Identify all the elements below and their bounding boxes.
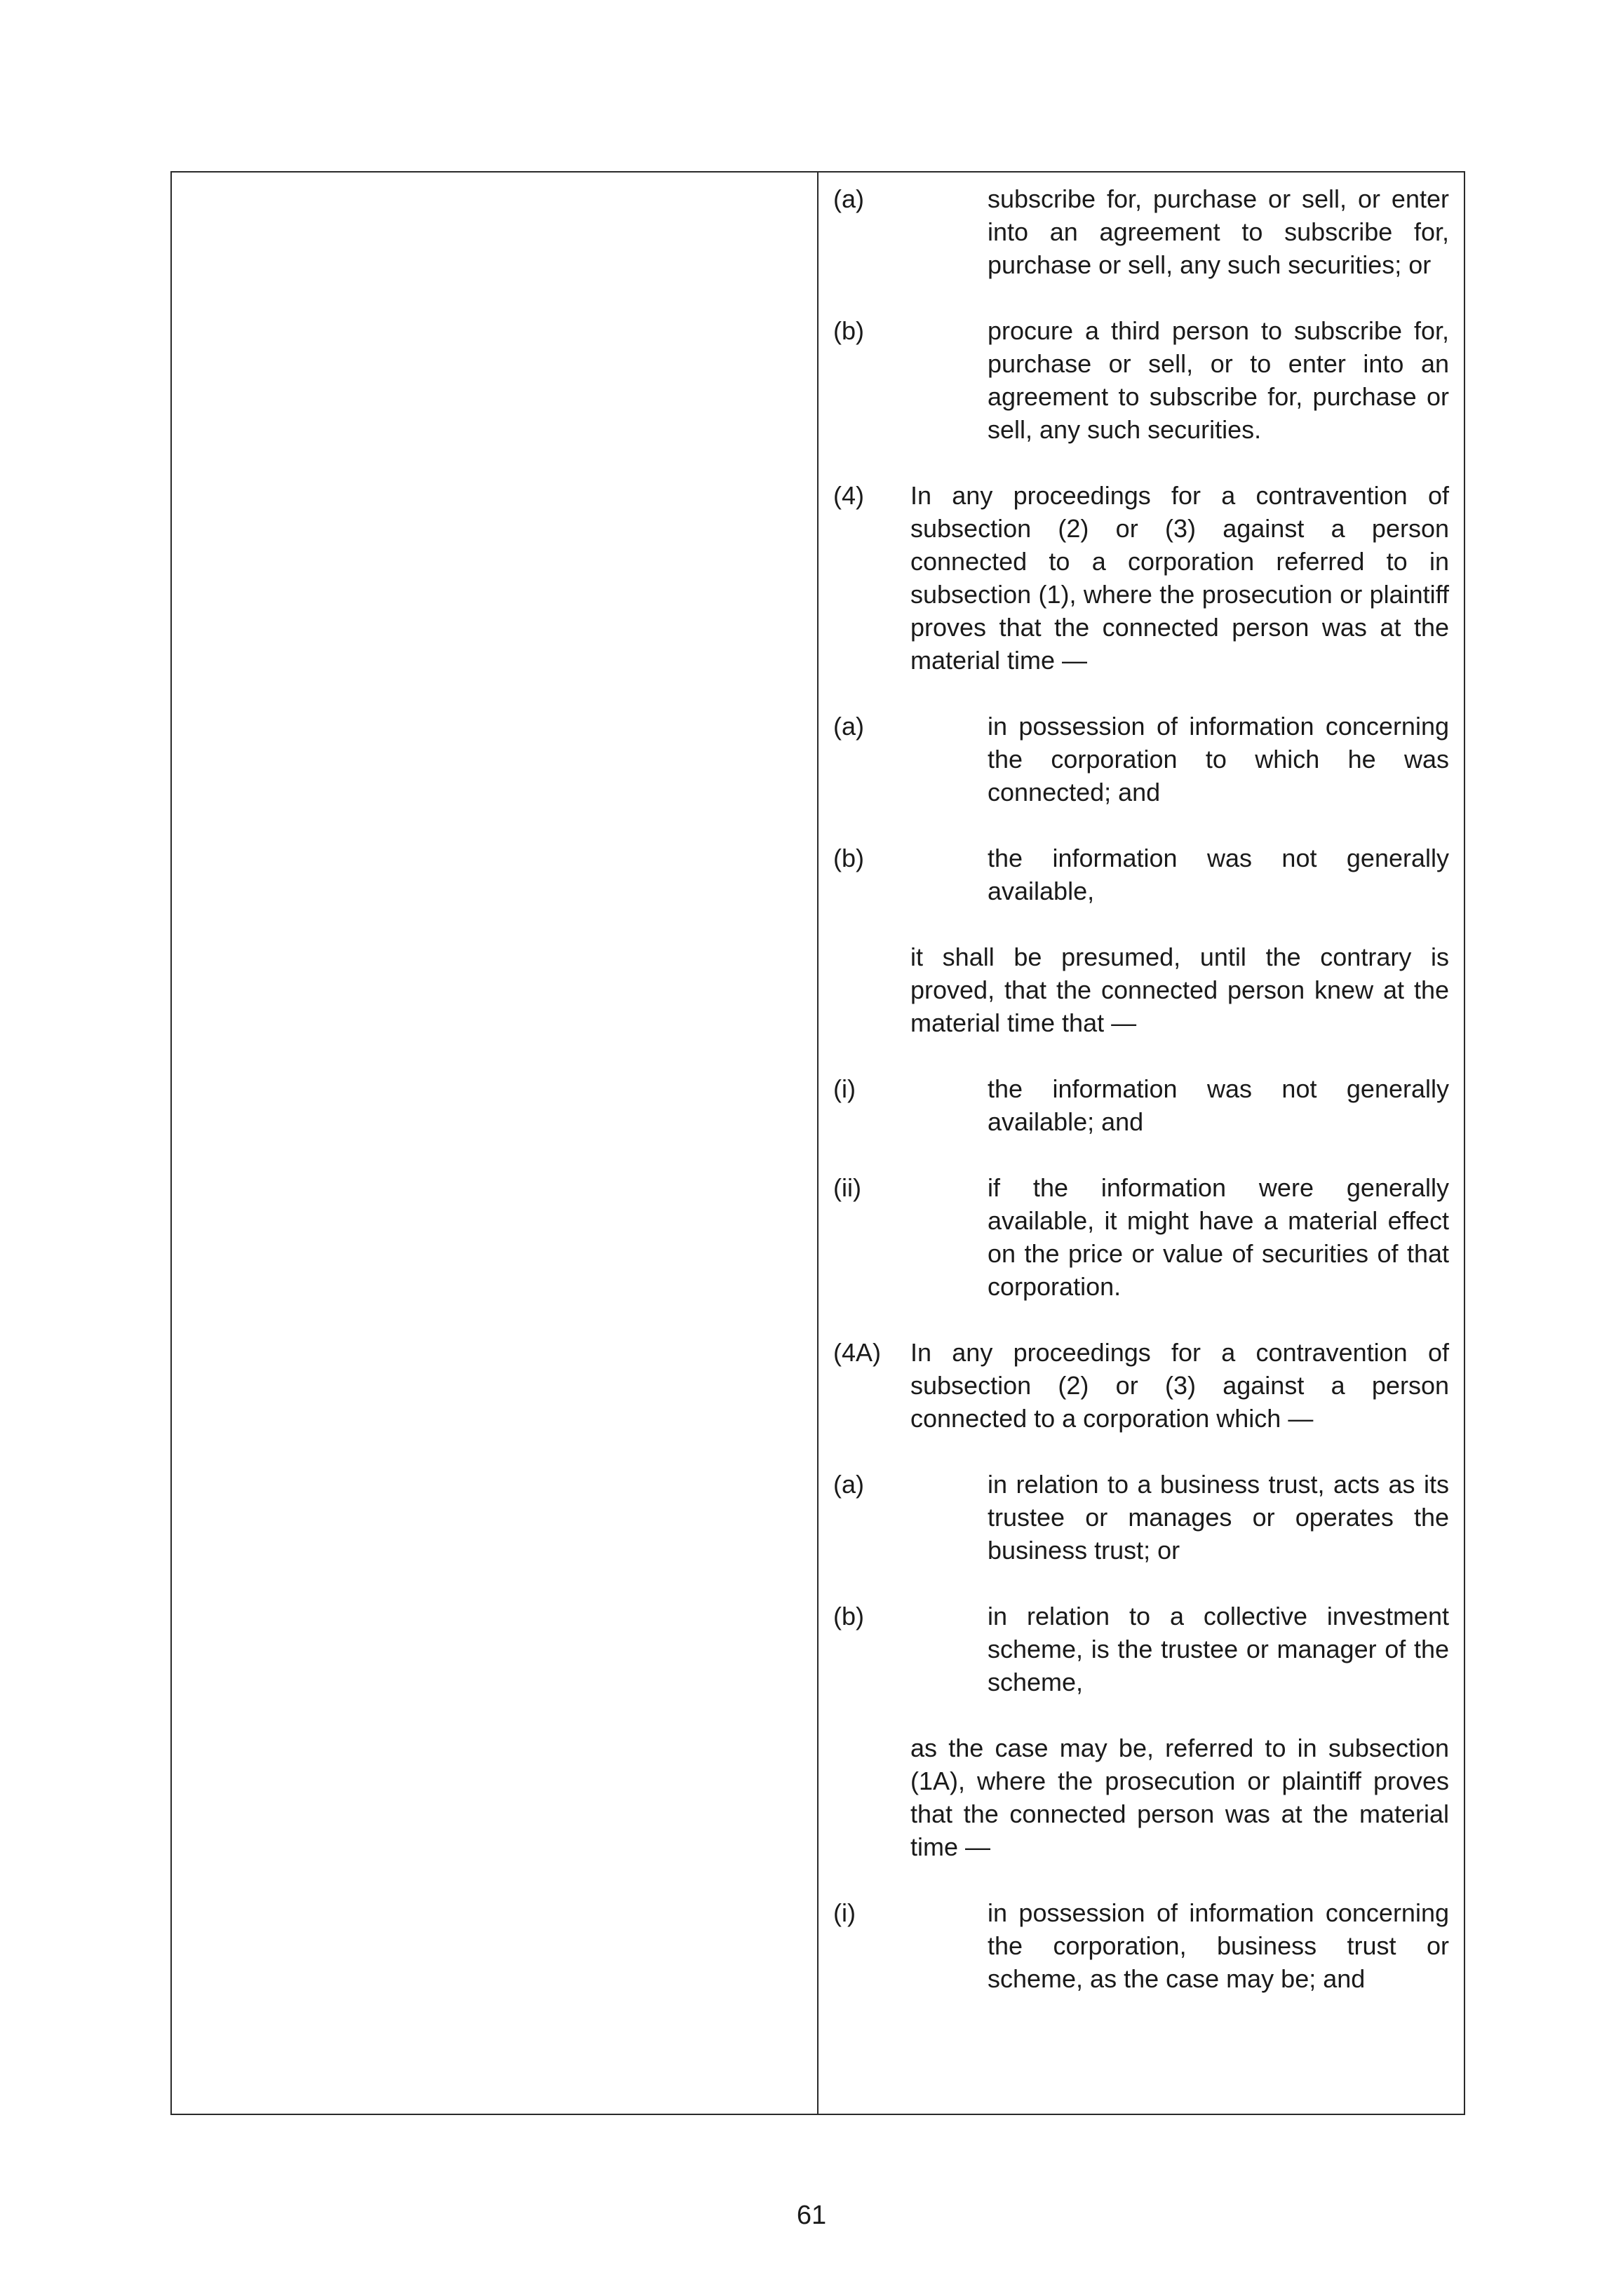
presumption-paragraph: it shall be presumed, until the contrary is proved, that the connected person knew at the material time that —: [910, 943, 1449, 1037]
item-label: (i): [833, 1898, 856, 1927]
item-text: in relation to a business trust, acts as its trustee or manages or operates the business trust; or: [988, 1470, 1449, 1565]
item-a-continuation: [833, 182, 1449, 281]
subsection-4-item-ii: [833, 1171, 1449, 1303]
item-label: (a): [833, 184, 864, 213]
item-label: (b): [833, 1602, 864, 1630]
item-text: subscribe for, purchase or sell, or enter into an agreement to subscribe for, purchase or sell, any such securities; or: [988, 184, 1449, 279]
subsection-text: In any proceedings for a contravention of subsection (2) or (3) against a person connected to a corporation referred to in subsection (1), where the prosecution or plaintiff proves that the connected person was at the material time —: [910, 481, 1449, 675]
subsection-4A-item-a: [833, 1468, 1449, 1567]
item-label: (b): [833, 316, 864, 345]
item-b-continuation: [833, 314, 1449, 446]
item-text: if the information were generally available, it might have a material effect on the price or value of securities of that corporation.: [988, 1173, 1449, 1301]
subsection-4A-item-b: [833, 1600, 1449, 1699]
as-the-case-may-be-paragraph: as the case may be, referred to in subsection (1A), where the prosecution or plaintiff proves that the connected person was at the material time —: [910, 1734, 1449, 1861]
item-label: (ii): [833, 1173, 861, 1202]
subsection-4-item-a: [833, 710, 1449, 809]
item-text: in possession of information concerning the corporation to which he was connected; and: [988, 712, 1449, 806]
item-label: (b): [833, 844, 864, 872]
subsection-label: (4A): [833, 1338, 882, 1367]
subsection-4A-item-i: [833, 1896, 1449, 1995]
subsection-4: [833, 479, 1449, 677]
subsection-4-item-i: [833, 1072, 1449, 1138]
page-number: 61: [796, 2201, 827, 2230]
subsection-text: In any proceedings for a contravention of subsection (2) or (3) against a person connected to a corporation which —: [910, 1338, 1449, 1433]
item-label: (a): [833, 1470, 864, 1499]
item-text: the information was not generally available; and: [988, 1074, 1449, 1136]
item-text: in relation to a collective investment scheme, is the trustee or manager of the scheme,: [988, 1602, 1449, 1696]
provision-text-column: [833, 182, 1449, 1995]
item-text: the information was not generally available,: [988, 844, 1449, 905]
subsection-4-item-b: [833, 842, 1449, 907]
subsection-label: (4): [833, 481, 864, 510]
item-label: (a): [833, 712, 864, 741]
subsection-4A: [833, 1336, 1449, 1435]
item-text: in possession of information concerning the corporation, business trust or scheme, as the case may be; and: [988, 1898, 1449, 1993]
column-divider: [817, 171, 819, 2115]
item-label: (i): [833, 1074, 856, 1103]
item-text: procure a third person to subscribe for, purchase or sell, or to enter into an agreement to subscribe for, purchase or sell, any such securities.: [988, 316, 1449, 444]
